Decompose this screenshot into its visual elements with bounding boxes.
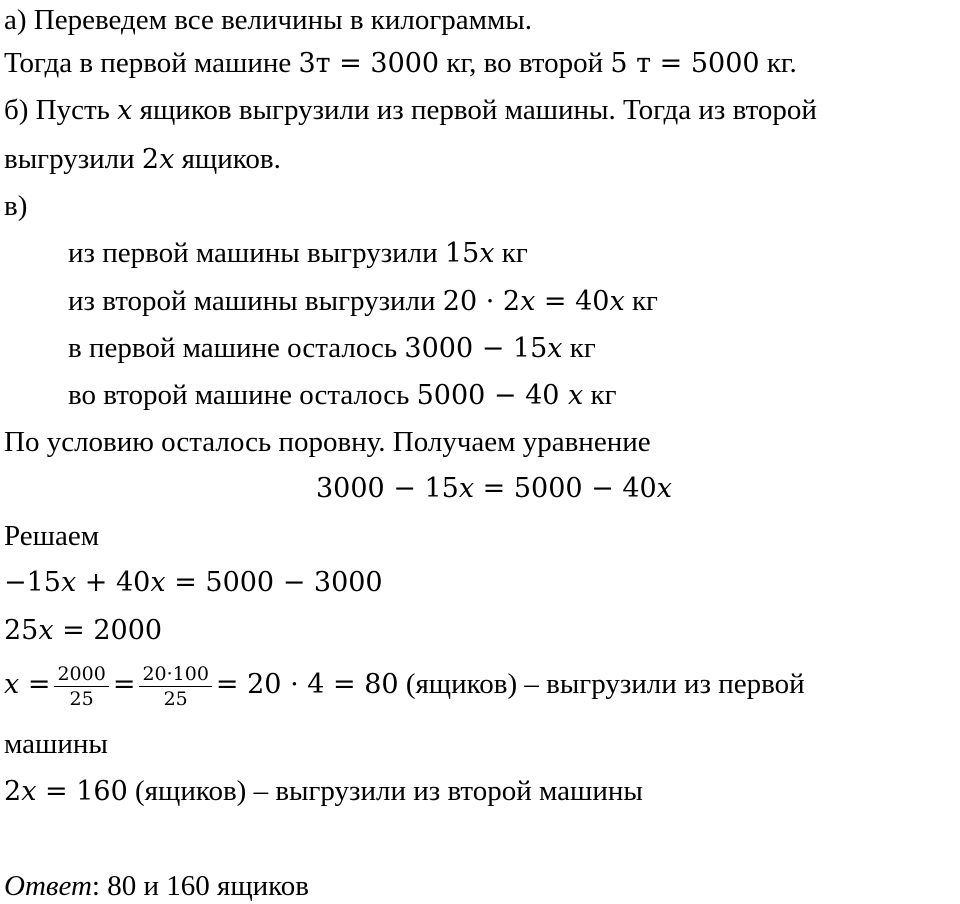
fraction-1	[54, 662, 108, 711]
step2-a: 25	[4, 615, 39, 646]
solve-label	[4, 518, 99, 554]
step4-b: = 160	[36, 776, 128, 807]
part-v-row-3	[68, 330, 596, 367]
fraction-1-denominator: 25	[69, 687, 94, 710]
eq-var-1: x	[458, 473, 475, 504]
fraction-2-denominator: 25	[163, 687, 188, 710]
step1-b: + 40	[76, 567, 151, 598]
row4-text: во второй машине осталось	[68, 379, 417, 411]
solve-label-text: Решаем	[4, 520, 100, 552]
part-v-row-4	[68, 377, 617, 414]
part-b-var-x: x	[117, 95, 133, 126]
row2-text: из второй машины выгрузили	[68, 285, 443, 317]
part-a-line-2	[4, 45, 797, 82]
part-a-line-1	[4, 2, 532, 38]
step3-cont: машины	[4, 728, 108, 760]
part-b-text-1: б) Пусть	[4, 94, 118, 126]
step3-var: x	[4, 669, 20, 700]
part-v-label-text: в)	[4, 190, 28, 222]
step4-a: 2	[4, 776, 22, 807]
eq-var-2: x	[656, 473, 672, 504]
row1-var: x	[479, 238, 495, 269]
step4-var: x	[21, 776, 37, 807]
row3-unit: кг	[562, 332, 596, 364]
part-b-line2-text-1: выгрузили	[4, 143, 142, 175]
row3-math: 3000 − 15	[404, 333, 548, 364]
fraction-1-numerator: 2000	[54, 662, 108, 687]
part-b-line2-var: x	[159, 144, 175, 175]
condition-text: По условию осталось поровну. Получаем уравнение	[4, 426, 651, 458]
solve-step-3	[4, 655, 805, 714]
part-v-row-2	[68, 283, 658, 320]
step1-c: = 5000 − 3000	[165, 567, 383, 598]
row4-math: 5000 − 40	[416, 380, 569, 411]
condition-line	[4, 424, 651, 460]
solve-step-2	[4, 613, 162, 649]
step2-b: = 2000	[53, 615, 163, 646]
eq-part-2: = 5000 − 40	[474, 473, 657, 504]
part-a-text-1: Тогда в первой машине	[4, 47, 299, 79]
step3-text: (ящиков) – выгрузили из первой	[398, 668, 805, 700]
row4-var: x	[568, 380, 584, 411]
part-a-math-2: 5 т = 5000	[610, 48, 760, 79]
step1-a: −15	[4, 567, 61, 598]
part-a-text: а) Переведем все величины в килограммы.	[4, 4, 533, 36]
main-equation	[0, 471, 960, 507]
part-b-line-2	[4, 141, 281, 178]
part-b-line2-text-2: ящиков.	[174, 143, 281, 175]
eq-part-1: 3000 − 15	[316, 473, 459, 504]
row3-var: x	[547, 333, 563, 364]
row1-math: 15	[444, 238, 480, 269]
part-b-text-2: ящиков выгрузили из первой машины. Тогда из второй	[132, 94, 817, 126]
answer-text: : 80 и 160 ящиков	[91, 870, 309, 902]
answer-line	[4, 868, 309, 904]
part-v-label	[4, 188, 27, 224]
row2-math-2: = 40	[535, 286, 610, 317]
part-b-line-1	[4, 92, 817, 129]
fraction-2	[139, 662, 211, 711]
step3-eq-3: = 20 · 4 = 80	[215, 669, 399, 700]
part-b-line2-math: 2	[141, 144, 160, 175]
row4-unit: кг	[583, 379, 617, 411]
step3-eq-2: =	[112, 669, 136, 700]
row1-text: из первой машины выгрузили	[68, 237, 445, 269]
answer-label: Ответ	[4, 870, 92, 902]
row2-unit: кг	[624, 285, 658, 317]
step1-var-1: x	[60, 567, 77, 598]
part-v-row-1	[68, 235, 528, 272]
row2-var-2: x	[609, 286, 625, 317]
part-a-text-3: кг.	[759, 47, 797, 79]
part-a-text-2: кг, во второй	[439, 47, 611, 79]
row2-math-1: 20 · 2	[442, 286, 521, 317]
solve-step-3-continued	[4, 726, 108, 762]
row1-unit: кг	[494, 237, 528, 269]
fraction-2-numerator: 20·100	[139, 662, 211, 687]
step1-var-2: x	[150, 567, 166, 598]
row2-var-1: x	[520, 286, 536, 317]
step3-eq-1: =	[19, 669, 51, 700]
row3-text: в первой машине осталось	[68, 332, 405, 364]
solve-step-4	[4, 773, 643, 810]
step4-text: (ящиков) – выгрузили из второй машины	[127, 775, 643, 807]
step2-var: x	[38, 615, 54, 646]
solve-step-1	[4, 565, 383, 601]
part-a-math-1: 3т = 3000	[298, 48, 440, 79]
